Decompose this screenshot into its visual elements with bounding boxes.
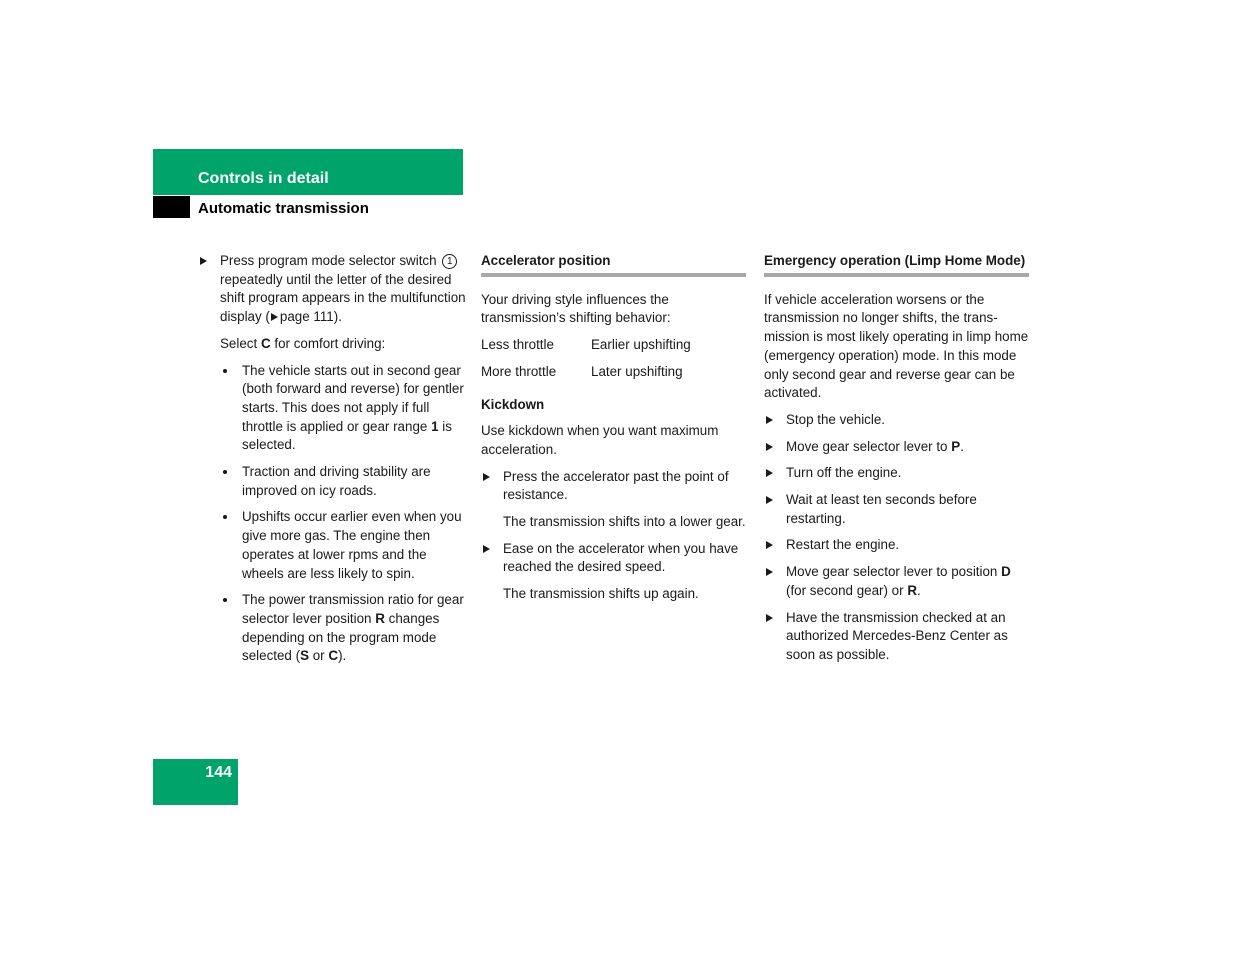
step-text: Move gear selector lever to — [786, 438, 948, 454]
text: Traction and driving stability are improved on icy roads. — [242, 464, 431, 498]
instruction-step — [481, 540, 746, 577]
accelerator-intro: Your driving style influences the transmission’s shifting behavior: — [481, 291, 671, 326]
step-result: The transmission shifts up again. — [503, 586, 699, 602]
emergency-intro: If vehicle acceleration worsens or the transmission no longer shifts, the trans-mission is most likely operating in limp home (emergency operation) mode. In this mode only second gear and reverse gear can be activated. — [764, 291, 1029, 401]
list-item — [198, 591, 468, 666]
arrow-bullet-icon — [766, 416, 773, 424]
arrow-bullet-icon — [483, 545, 490, 553]
step-text: Press program mode selector switch — [220, 253, 437, 268]
section-title: Controls in detail — [198, 170, 329, 187]
bullet-dot-icon — [223, 470, 227, 474]
callout-number-icon: 1 — [442, 254, 457, 269]
text: Select — [220, 335, 258, 351]
arrow-bullet-icon — [483, 473, 490, 481]
step-text: Wait at least ten seconds before restarting. — [786, 492, 977, 526]
gear-position: D — [1001, 564, 1011, 580]
instruction-step — [198, 252, 468, 327]
text: The power transmission ratio for gear selector lever position — [242, 592, 464, 626]
list-item — [198, 463, 468, 500]
instruction-step — [764, 609, 1029, 665]
gear-position: R — [375, 610, 385, 626]
instruction-step — [481, 468, 746, 505]
shift-behavior: Earlier upshifting — [591, 337, 691, 353]
step-text: Press the accelerator past the point of resistance. — [503, 468, 729, 503]
instruction-step — [764, 491, 1029, 528]
step-text: Have the transmission checked at an authorized Mercedes-Benz Center as soon as possible. — [786, 609, 1008, 662]
arrow-bullet-icon — [766, 443, 773, 451]
arrow-bullet-icon — [766, 469, 773, 477]
step-text: Ease on the accelerator when you have reached the desired speed. — [503, 540, 739, 575]
step-text: Turn off the engine. — [786, 465, 902, 481]
throttle-label: Less throttle — [481, 337, 554, 353]
step-text: repeatedly until the letter of the desired shift program appears in the multifunction display ( — [220, 271, 466, 325]
bullet-dot-icon — [223, 369, 227, 373]
column-program-mode — [198, 252, 468, 674]
step-text: Stop the vehicle. — [786, 411, 886, 427]
text: changes depending on the program mode selected ( — [242, 610, 440, 664]
gear-range: 1 — [431, 418, 439, 434]
text: The vehicle starts out in second gear (both forward and reverse) for gentler starts. This does not apply if full throttle is applied or gear range — [242, 362, 464, 434]
bullet-dot-icon — [223, 598, 227, 602]
text: is selected. — [242, 418, 452, 453]
page-number: 144 — [205, 764, 232, 781]
throttle-label: More throttle — [481, 363, 557, 379]
mode-letter: S — [300, 648, 309, 664]
text: Upshifts occur earlier even when you give more gas. The engine then operates at lower rpms and the wheels are less likely to spin. — [242, 509, 462, 581]
bullet-dot-icon — [223, 515, 227, 519]
shift-behavior: Later upshifting — [591, 363, 683, 379]
arrow-bullet-icon — [766, 496, 773, 504]
kickdown-heading: Kickdown — [481, 396, 545, 412]
step-text: Move gear selector lever to position — [786, 564, 998, 580]
subsection-marker — [153, 196, 190, 218]
step-text: Restart the engine. — [786, 537, 900, 553]
instruction-step — [764, 438, 1029, 457]
instruction-step — [764, 464, 1029, 483]
mode-letter: C — [260, 335, 271, 351]
mode-letter: C — [328, 648, 339, 664]
subsection-title: Automatic transmission — [198, 200, 369, 217]
column-accelerator — [481, 252, 746, 612]
gear-position: R — [907, 582, 917, 598]
arrow-bullet-icon — [766, 541, 773, 549]
instruction-step — [764, 536, 1029, 555]
text: ). — [338, 648, 347, 664]
page-reference-icon — [271, 313, 278, 321]
gear-position: P — [951, 438, 961, 454]
accelerator-position-heading: Accelerator position — [481, 252, 746, 277]
kickdown-intro: Use kickdown when you want maximum acceleration. — [481, 423, 719, 457]
text: for comfort driving: — [274, 335, 386, 351]
throttle-row — [481, 363, 746, 382]
text: (for second gear) or — [786, 582, 904, 598]
list-item — [198, 508, 468, 583]
throttle-row — [481, 336, 746, 355]
column-emergency-operation — [764, 252, 1029, 673]
text: . — [960, 438, 964, 454]
arrow-bullet-icon — [766, 568, 773, 576]
step-result: The transmission shifts into a lower gear. — [503, 514, 746, 530]
list-item — [198, 362, 468, 456]
emergency-operation-heading: Emergency operation (Limp Home Mode) — [764, 252, 1029, 277]
select-comfort-text — [198, 335, 468, 354]
arrow-bullet-icon — [200, 257, 207, 265]
text: or — [312, 648, 325, 664]
page-reference[interactable]: page 111). — [279, 309, 342, 325]
arrow-bullet-icon — [766, 614, 773, 622]
text: . — [917, 582, 921, 598]
instruction-step — [764, 411, 1029, 430]
instruction-step — [764, 563, 1029, 600]
